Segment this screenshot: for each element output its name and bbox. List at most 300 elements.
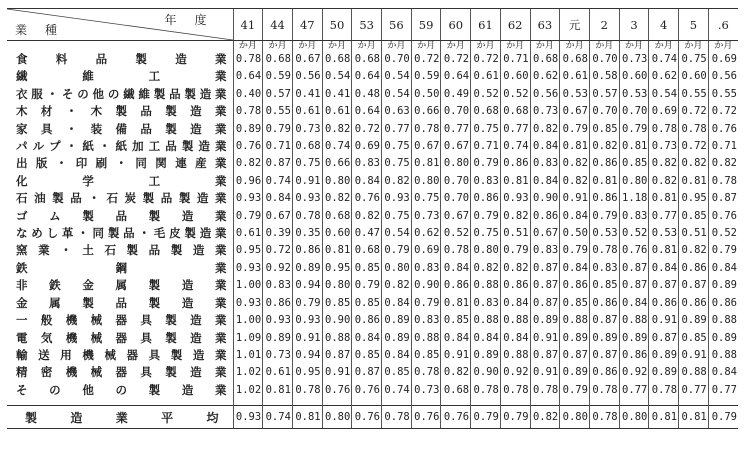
industry-name: 衣服・その他の繊維製品製造業 xyxy=(16,86,227,101)
year-header-cell: 56 xyxy=(382,9,412,41)
value-cell: 0.91 xyxy=(441,347,471,364)
industry-name: 非鉄金属製造業 xyxy=(16,278,227,293)
unit-label: か月 xyxy=(263,41,293,52)
value-cell: 0.83 xyxy=(589,260,619,277)
value-cell: 0.86 xyxy=(352,312,382,329)
table-row xyxy=(7,260,738,277)
value-cell: 0.82 xyxy=(679,155,709,172)
value-cell: 0.62 xyxy=(411,225,441,242)
value-cell: 0.77 xyxy=(382,121,412,138)
average-value-cell: 0.74 xyxy=(263,406,293,429)
table-row xyxy=(7,208,738,225)
value-cell: 0.52 xyxy=(471,86,501,103)
value-cell: 0.90 xyxy=(471,364,501,381)
value-cell: 0.72 xyxy=(441,51,471,68)
industry-name: 繊維工業 xyxy=(16,69,227,84)
value-cell: 0.89 xyxy=(708,277,738,294)
value-cell: 0.79 xyxy=(471,155,501,172)
value-cell: 0.88 xyxy=(619,312,649,329)
unit-row xyxy=(7,41,738,52)
value-cell: 0.60 xyxy=(322,225,352,242)
table-row xyxy=(7,312,738,329)
value-cell: 0.79 xyxy=(263,121,293,138)
value-cell: 0.80 xyxy=(619,173,649,190)
value-cell: 0.84 xyxy=(530,138,560,155)
year-header-cell: 62 xyxy=(500,9,530,41)
value-cell: 0.86 xyxy=(679,260,709,277)
value-cell: 0.86 xyxy=(441,277,471,294)
corner-industry-label: 業種 xyxy=(15,23,76,37)
industry-name: 輸送用機械器具製造業 xyxy=(16,347,227,362)
value-cell: 0.67 xyxy=(441,208,471,225)
value-cell: 0.78 xyxy=(292,208,322,225)
year-header-row xyxy=(7,9,738,41)
value-cell: 0.78 xyxy=(649,382,679,399)
value-cell: 0.93 xyxy=(382,190,412,207)
value-cell: 0.85 xyxy=(560,295,590,312)
value-cell: 0.52 xyxy=(441,225,471,242)
value-cell: 0.92 xyxy=(263,260,293,277)
value-cell: 0.61 xyxy=(560,68,590,85)
value-cell: 0.48 xyxy=(352,86,382,103)
value-cell: 0.89 xyxy=(679,312,709,329)
table-row xyxy=(7,364,738,381)
value-cell: 0.86 xyxy=(649,295,679,312)
value-cell: 0.78 xyxy=(500,382,530,399)
value-cell: 0.87 xyxy=(589,347,619,364)
table-row xyxy=(7,155,738,172)
value-cell: 0.75 xyxy=(382,208,412,225)
value-cell: 0.86 xyxy=(589,155,619,172)
value-cell: 0.66 xyxy=(411,103,441,120)
value-cell: 0.76 xyxy=(352,382,382,399)
value-cell: 0.77 xyxy=(619,382,649,399)
year-header-cell: 41 xyxy=(233,9,263,41)
value-cell: 0.68 xyxy=(471,103,501,120)
unit-label: か月 xyxy=(708,41,738,52)
industry-name: 一般機械器具製造業 xyxy=(16,313,227,328)
unit-label: か月 xyxy=(530,41,560,52)
value-cell: 0.75 xyxy=(382,138,412,155)
value-cell: 0.70 xyxy=(589,103,619,120)
value-cell: 0.70 xyxy=(619,103,649,120)
value-cell: 0.71 xyxy=(471,138,501,155)
table-body xyxy=(7,41,738,429)
value-cell: 1.18 xyxy=(619,190,649,207)
value-cell: 0.82 xyxy=(560,173,590,190)
value-cell: 0.82 xyxy=(441,364,471,381)
unit-label: か月 xyxy=(352,41,382,52)
value-cell: 0.52 xyxy=(619,225,649,242)
value-cell: 0.87 xyxy=(649,277,679,294)
value-cell: 0.68 xyxy=(322,208,352,225)
value-cell: 0.69 xyxy=(352,138,382,155)
table-row xyxy=(7,138,738,155)
industry-name: 窯業・土石製品製造業 xyxy=(16,243,227,258)
value-cell: 0.69 xyxy=(411,242,441,259)
value-cell: 0.73 xyxy=(530,103,560,120)
unit-label: か月 xyxy=(649,41,679,52)
value-cell: 0.77 xyxy=(649,208,679,225)
value-cell: 0.67 xyxy=(411,138,441,155)
average-value-cell: 0.79 xyxy=(471,406,501,429)
table-row xyxy=(7,295,738,312)
average-value-cell: 0.81 xyxy=(292,406,322,429)
value-cell: 0.79 xyxy=(352,277,382,294)
year-header-cell: 60 xyxy=(441,9,471,41)
value-cell: 0.82 xyxy=(560,155,590,172)
value-cell: 0.89 xyxy=(649,364,679,381)
value-cell: 0.74 xyxy=(263,173,293,190)
value-cell: 0.85 xyxy=(352,347,382,364)
value-cell: 0.87 xyxy=(649,330,679,347)
value-cell: 0.82 xyxy=(382,173,412,190)
value-cell: 0.75 xyxy=(382,155,412,172)
value-cell: 0.77 xyxy=(500,121,530,138)
year-header-cell: 61 xyxy=(471,9,501,41)
value-cell: 0.82 xyxy=(500,208,530,225)
value-cell: 0.78 xyxy=(589,242,619,259)
value-cell: 0.94 xyxy=(292,347,322,364)
value-cell: 0.87 xyxy=(708,190,738,207)
value-cell: 0.89 xyxy=(649,347,679,364)
value-cell: 0.78 xyxy=(530,382,560,399)
value-cell: 0.85 xyxy=(352,260,382,277)
value-cell: 0.79 xyxy=(560,382,590,399)
value-cell: 0.61 xyxy=(322,103,352,120)
value-cell: 1.02 xyxy=(233,382,263,399)
unit-label: か月 xyxy=(382,41,412,52)
value-cell: 0.70 xyxy=(441,103,471,120)
value-cell: 0.91 xyxy=(292,330,322,347)
value-cell: 0.75 xyxy=(471,121,501,138)
value-cell: 0.84 xyxy=(560,260,590,277)
value-cell: 0.93 xyxy=(292,190,322,207)
value-cell: 0.54 xyxy=(382,86,412,103)
year-header-cell: 5 xyxy=(679,9,709,41)
value-cell: 0.78 xyxy=(233,103,263,120)
value-cell: 0.86 xyxy=(589,190,619,207)
value-cell: 1.01 xyxy=(233,347,263,364)
table-row xyxy=(7,190,738,207)
value-cell: 0.82 xyxy=(649,173,679,190)
value-cell: 0.61 xyxy=(292,103,322,120)
bonus-months-table xyxy=(7,8,738,456)
value-cell: 0.86 xyxy=(589,364,619,381)
value-cell: 0.76 xyxy=(352,190,382,207)
value-cell: 0.40 xyxy=(233,86,263,103)
average-value-cell: 0.76 xyxy=(411,406,441,429)
average-value-cell: 0.76 xyxy=(441,406,471,429)
value-cell: 0.87 xyxy=(619,277,649,294)
average-value-cell: 0.78 xyxy=(382,406,412,429)
value-cell: 0.88 xyxy=(411,330,441,347)
value-cell: 0.53 xyxy=(560,86,590,103)
industry-name: 精密機械器具製造業 xyxy=(16,365,227,380)
value-cell: 0.80 xyxy=(322,173,352,190)
value-cell: 0.90 xyxy=(530,190,560,207)
value-cell: 0.83 xyxy=(619,208,649,225)
value-cell: 0.85 xyxy=(589,121,619,138)
data-table xyxy=(7,8,738,429)
value-cell: 0.91 xyxy=(530,330,560,347)
value-cell: 0.89 xyxy=(530,312,560,329)
value-cell: 0.87 xyxy=(560,347,590,364)
industry-name: 出版・印刷・同関連産業 xyxy=(16,156,227,171)
value-cell: 0.83 xyxy=(471,295,501,312)
value-cell: 0.76 xyxy=(708,121,738,138)
value-cell: 0.56 xyxy=(292,68,322,85)
value-cell: 0.67 xyxy=(263,208,293,225)
value-cell: 0.92 xyxy=(500,364,530,381)
value-cell: 0.89 xyxy=(233,121,263,138)
value-cell: 0.79 xyxy=(292,295,322,312)
value-cell: 0.41 xyxy=(322,86,352,103)
value-cell: 0.74 xyxy=(500,138,530,155)
value-cell: 0.67 xyxy=(441,138,471,155)
value-cell: 0.55 xyxy=(708,86,738,103)
value-cell: 0.94 xyxy=(292,277,322,294)
value-cell: 0.57 xyxy=(589,86,619,103)
value-cell: 0.95 xyxy=(233,242,263,259)
unit-label: か月 xyxy=(322,41,352,52)
value-cell: 1.09 xyxy=(233,330,263,347)
value-cell: 0.58 xyxy=(589,68,619,85)
value-cell: 0.93 xyxy=(233,260,263,277)
value-cell: 0.91 xyxy=(530,364,560,381)
value-cell: 0.95 xyxy=(679,190,709,207)
value-cell: 0.70 xyxy=(589,51,619,68)
value-cell: 0.72 xyxy=(471,51,501,68)
value-cell: 0.64 xyxy=(233,68,263,85)
value-cell: 0.68 xyxy=(352,51,382,68)
value-cell: 0.52 xyxy=(500,86,530,103)
value-cell: 0.73 xyxy=(263,347,293,364)
value-cell: 0.83 xyxy=(530,155,560,172)
average-value-cell: 0.80 xyxy=(560,406,590,429)
average-value-cell: 0.93 xyxy=(233,406,263,429)
value-cell: 0.86 xyxy=(263,295,293,312)
value-cell: 0.86 xyxy=(708,295,738,312)
value-cell: 0.89 xyxy=(560,364,590,381)
value-cell: 0.53 xyxy=(619,86,649,103)
value-cell: 0.60 xyxy=(679,68,709,85)
value-cell: 0.72 xyxy=(411,51,441,68)
value-cell: 0.70 xyxy=(382,51,412,68)
value-cell: 0.86 xyxy=(471,190,501,207)
value-cell: 0.63 xyxy=(382,103,412,120)
value-cell: 0.67 xyxy=(292,51,322,68)
value-cell: 0.87 xyxy=(530,295,560,312)
value-cell: 0.56 xyxy=(708,68,738,85)
value-cell: 0.82 xyxy=(708,155,738,172)
average-value-cell: 0.76 xyxy=(352,406,382,429)
value-cell: 0.61 xyxy=(233,225,263,242)
value-cell: 0.76 xyxy=(322,382,352,399)
value-cell: 0.88 xyxy=(471,277,501,294)
industry-name: パルプ・紙・紙加工品製造業 xyxy=(16,139,227,154)
industry-name: 電気機械器具製造業 xyxy=(16,330,227,345)
value-cell: 0.82 xyxy=(679,242,709,259)
value-cell: 0.64 xyxy=(441,68,471,85)
value-cell: 0.82 xyxy=(530,121,560,138)
value-cell: 0.72 xyxy=(708,103,738,120)
value-cell: 0.60 xyxy=(619,68,649,85)
value-cell: 0.78 xyxy=(411,364,441,381)
value-cell: 0.71 xyxy=(263,138,293,155)
value-cell: 0.82 xyxy=(233,155,263,172)
value-cell: 0.82 xyxy=(500,260,530,277)
value-cell: 0.80 xyxy=(322,277,352,294)
value-cell: 0.54 xyxy=(382,225,412,242)
value-cell: 0.54 xyxy=(382,68,412,85)
industry-name: 鉄鋼業 xyxy=(16,260,227,275)
value-cell: 0.75 xyxy=(471,225,501,242)
value-cell: 0.85 xyxy=(441,312,471,329)
value-cell: 0.87 xyxy=(619,260,649,277)
value-cell: 0.74 xyxy=(322,138,352,155)
value-cell: 0.89 xyxy=(619,330,649,347)
table-row xyxy=(7,277,738,294)
average-label: 製造業平均 xyxy=(7,406,233,429)
table-row xyxy=(7,347,738,364)
value-cell: 0.60 xyxy=(500,68,530,85)
value-cell: 0.70 xyxy=(441,190,471,207)
value-cell: 0.81 xyxy=(649,190,679,207)
table-row xyxy=(7,121,738,138)
industry-name: 石油製品・石炭製品製造業 xyxy=(16,191,227,206)
value-cell: 0.91 xyxy=(292,173,322,190)
unit-label: か月 xyxy=(441,41,471,52)
value-cell: 0.74 xyxy=(649,51,679,68)
value-cell: 0.83 xyxy=(530,242,560,259)
value-cell: 0.88 xyxy=(679,364,709,381)
value-cell: 0.84 xyxy=(441,260,471,277)
value-cell: 0.81 xyxy=(560,138,590,155)
value-cell: 0.89 xyxy=(708,330,738,347)
value-cell: 0.78 xyxy=(649,121,679,138)
value-cell: 0.75 xyxy=(292,155,322,172)
value-cell: 0.88 xyxy=(708,312,738,329)
value-cell: 0.84 xyxy=(708,260,738,277)
year-header-cell: 2 xyxy=(589,9,619,41)
value-cell: 0.81 xyxy=(589,173,619,190)
value-cell: 0.83 xyxy=(411,260,441,277)
table-row xyxy=(7,68,738,85)
value-cell: 0.78 xyxy=(679,121,709,138)
year-header-cell: 53 xyxy=(352,9,382,41)
value-cell: 0.55 xyxy=(263,103,293,120)
value-cell: 0.81 xyxy=(263,382,293,399)
value-cell: 0.79 xyxy=(589,208,619,225)
value-cell: 0.82 xyxy=(352,208,382,225)
value-cell: 0.81 xyxy=(500,173,530,190)
value-cell: 0.86 xyxy=(589,295,619,312)
value-cell: 0.89 xyxy=(471,347,501,364)
value-cell: 0.72 xyxy=(352,121,382,138)
year-header-cell: 50 xyxy=(322,9,352,41)
value-cell: 0.88 xyxy=(500,312,530,329)
value-cell: 0.89 xyxy=(589,330,619,347)
value-cell: 0.93 xyxy=(233,190,263,207)
value-cell: 0.93 xyxy=(292,312,322,329)
average-value-cell: 0.80 xyxy=(619,406,649,429)
value-cell: 0.84 xyxy=(352,173,382,190)
year-header-cell: 4 xyxy=(649,9,679,41)
value-cell: 0.64 xyxy=(352,68,382,85)
value-cell: 0.96 xyxy=(233,173,263,190)
table-row xyxy=(7,225,738,242)
value-cell: 0.59 xyxy=(411,68,441,85)
average-value-cell: 0.82 xyxy=(530,406,560,429)
value-cell: 0.79 xyxy=(471,208,501,225)
value-cell: 0.85 xyxy=(352,295,382,312)
value-cell: 0.85 xyxy=(322,295,352,312)
value-cell: 0.81 xyxy=(411,155,441,172)
value-cell: 0.87 xyxy=(530,277,560,294)
value-cell: 0.51 xyxy=(500,225,530,242)
value-cell: 0.81 xyxy=(679,173,709,190)
value-cell: 0.61 xyxy=(471,68,501,85)
value-cell: 0.68 xyxy=(263,51,293,68)
value-cell: 0.78 xyxy=(441,242,471,259)
value-cell: 0.89 xyxy=(382,330,412,347)
value-cell: 0.84 xyxy=(471,330,501,347)
value-cell: 0.73 xyxy=(411,208,441,225)
value-cell: 0.69 xyxy=(708,51,738,68)
value-cell: 0.86 xyxy=(500,277,530,294)
value-cell: 0.88 xyxy=(560,312,590,329)
value-cell: 0.81 xyxy=(649,242,679,259)
value-cell: 0.54 xyxy=(649,86,679,103)
value-cell: 0.52 xyxy=(708,225,738,242)
value-cell: 0.85 xyxy=(679,208,709,225)
value-cell: 0.68 xyxy=(322,51,352,68)
value-cell: 0.85 xyxy=(589,277,619,294)
value-cell: 0.93 xyxy=(500,190,530,207)
table-row xyxy=(7,86,738,103)
value-cell: 0.72 xyxy=(263,242,293,259)
value-cell: 0.90 xyxy=(322,312,352,329)
value-cell: 0.78 xyxy=(471,382,501,399)
value-cell: 0.92 xyxy=(619,364,649,381)
value-cell: 0.54 xyxy=(322,68,352,85)
value-cell: 0.91 xyxy=(679,347,709,364)
value-cell: 0.84 xyxy=(382,295,412,312)
value-cell: 0.78 xyxy=(708,173,738,190)
value-cell: 0.80 xyxy=(471,242,501,259)
value-cell: 0.53 xyxy=(649,225,679,242)
value-cell: 0.80 xyxy=(411,173,441,190)
value-cell: 0.78 xyxy=(411,121,441,138)
value-cell: 0.86 xyxy=(679,295,709,312)
value-cell: 1.00 xyxy=(233,277,263,294)
table-row xyxy=(7,51,738,68)
value-cell: 0.76 xyxy=(233,138,263,155)
value-cell: 0.86 xyxy=(292,242,322,259)
value-cell: 0.47 xyxy=(352,225,382,242)
value-cell: 0.79 xyxy=(619,121,649,138)
year-header-cell: 44 xyxy=(263,9,293,41)
industry-name: 家具・装備品製造業 xyxy=(16,121,227,136)
value-cell: 0.35 xyxy=(292,225,322,242)
value-cell: 0.79 xyxy=(708,242,738,259)
value-cell: 0.68 xyxy=(352,242,382,259)
unit-label: か月 xyxy=(233,41,263,52)
average-value-cell: 0.81 xyxy=(649,406,679,429)
value-cell: 0.83 xyxy=(352,155,382,172)
value-cell: 0.76 xyxy=(619,242,649,259)
